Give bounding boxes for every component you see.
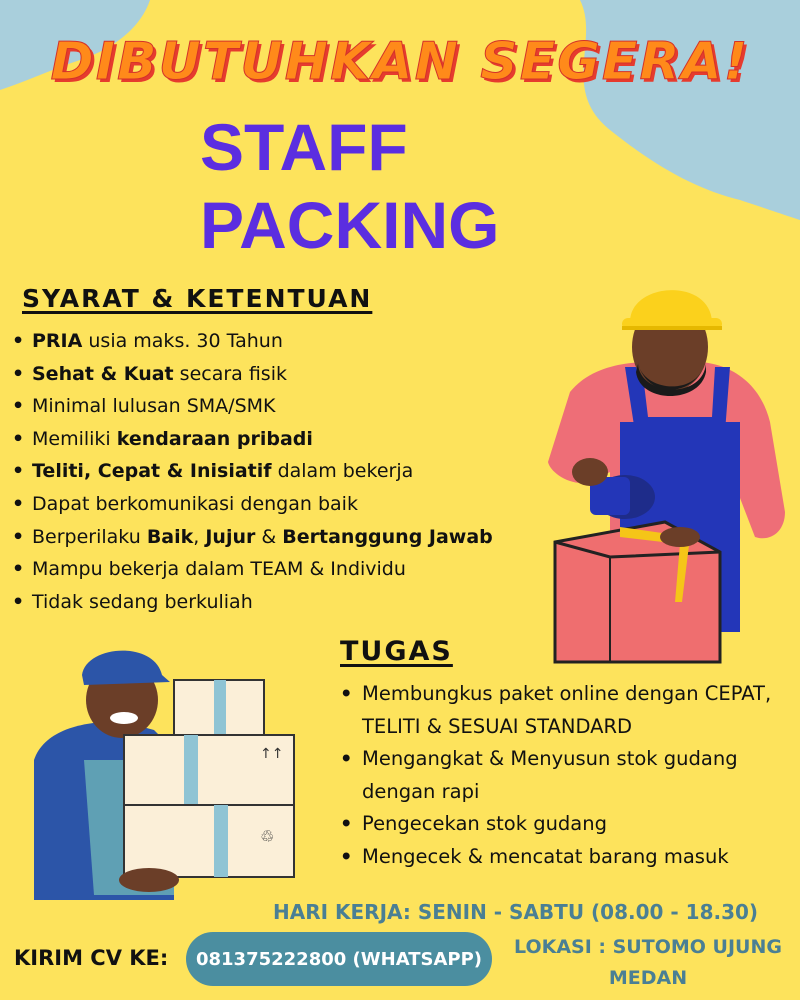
send-cv-label: KIRIM CV KE: xyxy=(14,946,169,970)
tasks-list xyxy=(340,678,800,873)
location-line1: LOKASI : SUTOMO UJUNG xyxy=(514,936,782,958)
list-item: • Mengecek & mencatat barang masuk xyxy=(362,841,800,874)
requirements-list xyxy=(12,325,493,618)
list-item: • Pengecekan stok gudang xyxy=(362,808,800,841)
list-item: • Mengangkat & Menyusun stok gudang dengan rapi xyxy=(362,743,800,808)
list-item: • Mampu bekerja dalam TEAM & Individu xyxy=(32,553,493,586)
tasks-title: TUGAS xyxy=(340,636,453,667)
list-item: • Berperilaku Baik, Jujur & Bertanggung Jawab xyxy=(32,521,493,554)
location-text xyxy=(498,932,798,994)
job-title-line2: PACKING xyxy=(200,188,500,262)
list-item: • PRIA usia maks. 30 Tahun xyxy=(32,325,493,358)
list-item: • Teliti, Cepat & Inisiatif dalam bekerja xyxy=(32,455,493,488)
location-line2: MEDAN xyxy=(608,967,688,989)
headline: DIBUTUHKAN SEGERA! xyxy=(50,32,750,92)
work-hours: HARI KERJA: SENIN - SABTU (08.00 - 18.30) xyxy=(273,900,759,924)
list-item: • Memiliki kendaraan pribadi xyxy=(32,423,493,456)
list-item: • Tidak sedang berkuliah xyxy=(32,586,493,619)
whatsapp-contact-button[interactable]: 081375222800 (WHATSAPP) xyxy=(186,932,492,986)
svg-text:↑↑: ↑↑ xyxy=(260,746,284,762)
list-item: • Membungkus paket online dengan CEPAT, TELITI & SESUAI STANDARD xyxy=(362,678,800,743)
worker-carrying-boxes-illustration xyxy=(24,640,324,910)
job-title xyxy=(200,108,499,264)
worker-taping-box-illustration xyxy=(530,272,800,672)
svg-text:♲: ♲ xyxy=(260,827,275,846)
requirements-title: SYARAT & KETENTUAN xyxy=(22,284,373,313)
list-item: • Sehat & Kuat secara fisik xyxy=(32,358,493,391)
list-item: • Minimal lulusan SMA/SMK xyxy=(32,390,493,423)
list-item: • Dapat berkomunikasi dengan baik xyxy=(32,488,493,521)
job-title-line1: STAFF xyxy=(200,110,408,184)
